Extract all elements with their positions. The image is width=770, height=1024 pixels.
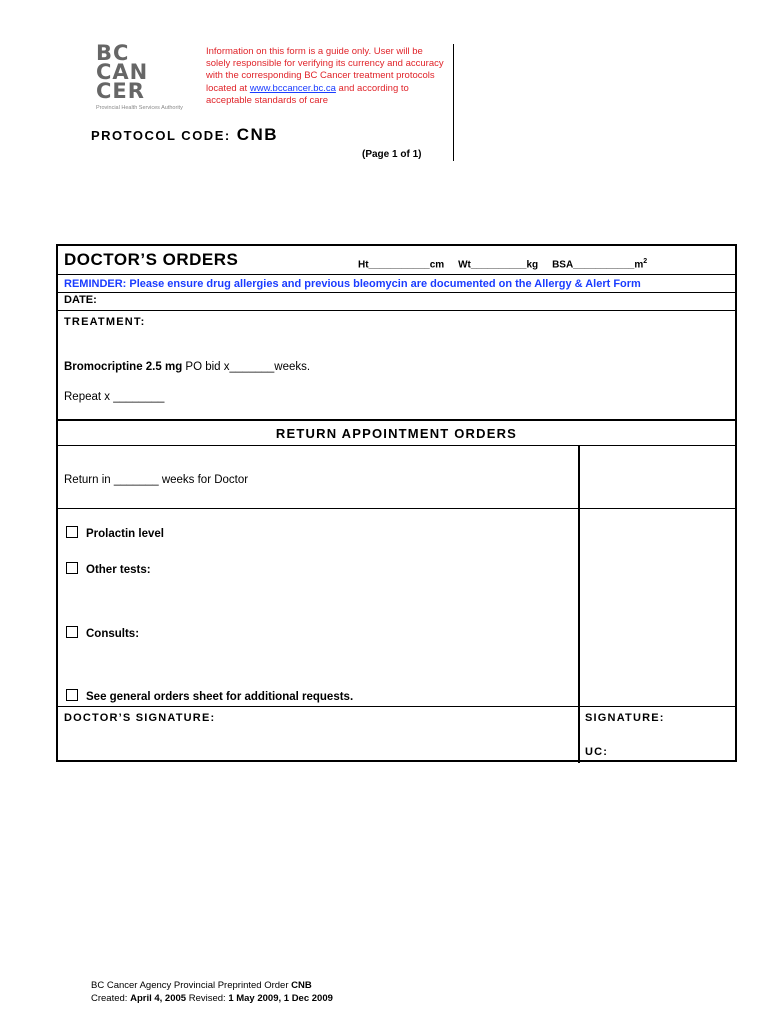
checkbox-prolactin[interactable] (66, 526, 164, 540)
divider (58, 292, 735, 293)
form-title: DOCTOR’S ORDERS (64, 250, 239, 269)
checkbox-general-orders[interactable] (66, 689, 353, 703)
header-divider (453, 44, 454, 161)
footer-revised-dates: 1 May 2009, 1 Dec 2009 (228, 993, 333, 1004)
column-divider (578, 445, 580, 763)
checkbox-general-orders-label: See general orders sheet for additional requests. (86, 691, 354, 703)
checkbox-icon[interactable] (66, 526, 78, 538)
bccancer-link[interactable]: www.bccancer.bc.ca (249, 82, 336, 94)
footer-code: CNB (291, 980, 312, 991)
return-in-line[interactable]: Return in _______ weeks for Doctor (64, 474, 249, 486)
checkbox-icon[interactable] (66, 626, 78, 638)
logo-line-1: BC (96, 41, 130, 65)
disclaimer-text: Information on this form is a guide only. User will be solely responsible for verifying its currency and accuracy with the corresponding BC Cancer treatment protocols located at (206, 46, 444, 94)
footer-line-1 (91, 979, 333, 992)
drug-dose-line[interactable]: PO bid x_______weeks. (182, 361, 311, 373)
reminder-text: REMINDER: Please ensure drug allergies and previous bleomycin are documented on the Allergy & Alert Form (64, 278, 641, 290)
footer-created-date: April 4, 2005 (130, 993, 187, 1004)
uc-label: UC: (585, 746, 609, 758)
page-number: (Page 1 of 1) (362, 149, 422, 160)
disclaimer-text-after: and according to acceptable standards of care (206, 82, 409, 106)
signature-label: SIGNATURE: (585, 712, 665, 724)
bc-cancer-logo (96, 41, 196, 111)
logo-line-2: CAN (96, 60, 149, 84)
drug-order (64, 361, 310, 373)
checkbox-other-tests[interactable] (66, 562, 151, 576)
treatment-label: TREATMENT: (64, 316, 146, 328)
height-field[interactable]: Ht___________cm (358, 259, 445, 271)
footer-title: BC Cancer Agency Provincial Preprinted Order (91, 980, 292, 991)
drug-name: Bromocriptine 2.5 mg (64, 361, 183, 373)
footer-revised-label: Revised: (186, 993, 229, 1004)
divider (58, 706, 735, 707)
logo-subtitle: Provincial Health Services Authority (96, 105, 183, 111)
checkbox-prolactin-label: Prolactin level (86, 528, 164, 540)
return-appointment-title: RETURN APPOINTMENT ORDERS (275, 426, 518, 441)
checkbox-consults[interactable] (66, 626, 139, 640)
divider (58, 508, 578, 509)
repeat-line[interactable]: Repeat x ________ (64, 391, 165, 403)
divider (58, 445, 735, 446)
patient-measures (358, 258, 647, 270)
logo-line-3: CER (96, 79, 145, 103)
protocol-code-value: CNB (236, 125, 279, 144)
divider (58, 274, 735, 275)
date-label: DATE: (64, 294, 97, 306)
protocol-code-label: PROTOCOL CODE: (91, 128, 231, 143)
footer-line-2 (91, 992, 333, 1005)
checkbox-icon[interactable] (66, 562, 78, 574)
doctors-signature-label: DOCTOR’S SIGNATURE: (64, 712, 216, 724)
doctors-orders-form (56, 244, 737, 762)
divider (578, 508, 735, 509)
disclaimer (206, 46, 446, 107)
checkbox-other-tests-label: Other tests: (86, 564, 151, 576)
bsa-unit-exponent: 2 (643, 258, 648, 265)
bsa-field[interactable]: BSA___________m (552, 259, 644, 271)
divider (58, 310, 735, 311)
footer-created-label: Created: (91, 993, 131, 1004)
checkbox-icon[interactable] (66, 689, 78, 701)
footer (91, 979, 333, 1005)
divider (58, 419, 735, 421)
checkbox-consults-label: Consults: (86, 628, 140, 640)
weight-field[interactable]: Wt__________kg (458, 259, 539, 271)
protocol-code (91, 125, 278, 145)
